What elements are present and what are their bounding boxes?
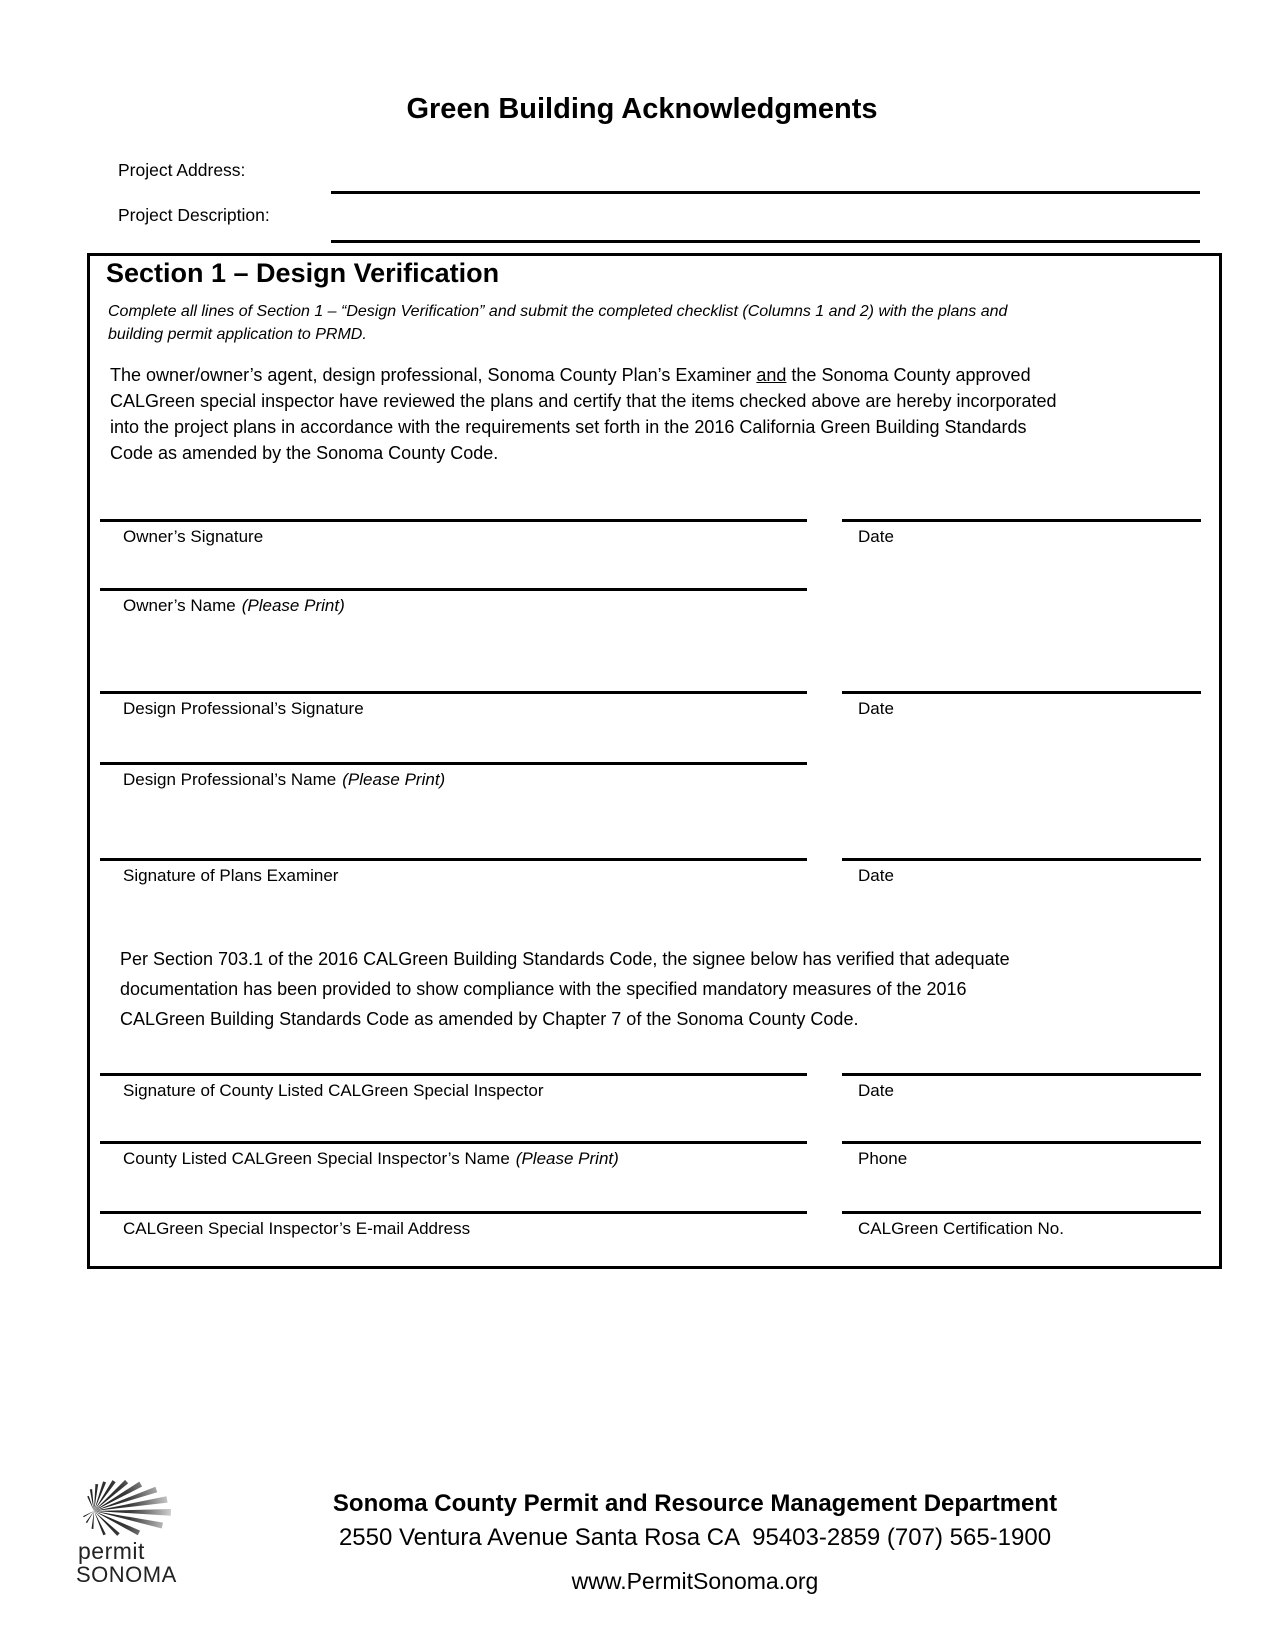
design-professional-date-field[interactable] <box>842 691 1201 694</box>
please-print-note: (Please Print) <box>241 596 345 615</box>
statement-line: documentation has been provided to show compliance with the specified mandatory measures of the 2016 <box>120 979 967 999</box>
department-name: Sonoma County Permit and Resource Management Department <box>332 1490 1058 1517</box>
instructions-line: Complete all lines of Section 1 – “Design Verification” and submit the completed checklist (Columns 1 and 2) with the plans and <box>108 303 1008 320</box>
website-url[interactable]: www.PermitSonoma.org <box>571 1568 819 1594</box>
section1-panel <box>87 253 1222 1269</box>
verification-statement <box>120 944 1010 1034</box>
owners-signature-label: Owner’s Signature <box>123 527 264 546</box>
design-professional-signature-label: Design Professional’s Signature <box>123 699 364 718</box>
design-professional-signature-field[interactable] <box>100 691 807 694</box>
owners-signature-date-label: Date <box>858 527 894 546</box>
project-address-field[interactable] <box>331 191 1200 194</box>
statement-line: The owner/owner’s agent, design professional, Sonoma County Plan’s Examiner and the Sonoma County approved <box>110 365 1031 385</box>
please-print-note: (Please Print) <box>342 770 446 789</box>
statement-line: CALGreen Building Standards Code as amended by Chapter 7 of the Sonoma County Code. <box>120 1009 859 1029</box>
calgreen-inspector-email-field[interactable] <box>100 1211 807 1214</box>
statement-line: Code as amended by the Sonoma County Code. <box>110 443 499 463</box>
calgreen-certification-no-field[interactable] <box>842 1211 1201 1214</box>
statement-line: Per Section 703.1 of the 2016 CALGreen Building Standards Code, the signee below has verified that adequate <box>120 949 1010 969</box>
calgreen-inspector-phone-label: Phone <box>858 1149 908 1168</box>
owners-signature-date-field[interactable] <box>842 519 1201 522</box>
design-professional-name-label: Design Professional’s Name (Please Print) <box>123 770 446 789</box>
project-description-label: Project Description: <box>118 205 270 225</box>
plans-examiner-signature-label: Signature of Plans Examiner <box>123 866 339 885</box>
instructions-line: building permit application to PRMD. <box>108 326 367 343</box>
owners-signature-field[interactable] <box>100 519 807 522</box>
design-professional-name-field[interactable] <box>100 762 807 765</box>
department-address: 2550 Ventura Avenue Santa Rosa CA 95403-2859 (707) 565-1900 <box>338 1524 1052 1551</box>
logo-text-sonoma: SONOMA <box>76 1562 177 1587</box>
design-professional-date-label: Date <box>858 699 894 718</box>
calgreen-inspector-signature-field[interactable] <box>100 1073 807 1076</box>
calgreen-inspector-name-label: County Listed CALGreen Special Inspector’s Name (Please Print) <box>123 1149 619 1168</box>
certification-statement <box>110 362 1057 466</box>
statement-line: into the project plans in accordance with the requirements set forth in the 2016 California Green Building Standards <box>110 417 1027 437</box>
underlined-and: and <box>756 365 787 385</box>
calgreen-inspector-date-field[interactable] <box>842 1073 1201 1076</box>
project-description-field[interactable] <box>331 240 1200 243</box>
plans-examiner-date-field[interactable] <box>842 858 1201 861</box>
calgreen-inspector-name-field[interactable] <box>100 1141 807 1144</box>
form-title: Green Building Acknowledgments <box>406 93 878 125</box>
owners-name-field[interactable] <box>100 588 807 591</box>
project-address-label: Project Address: <box>118 160 246 180</box>
please-print-note: (Please Print) <box>515 1149 619 1168</box>
sunburst-rays-icon <box>64 1477 172 1537</box>
logo-text-permit: permit <box>78 1538 145 1564</box>
owners-name-label: Owner’s Name (Please Print) <box>123 596 345 615</box>
calgreen-inspector-phone-field[interactable] <box>842 1141 1201 1144</box>
calgreen-inspector-email-label: CALGreen Special Inspector’s E-mail Address <box>123 1219 471 1238</box>
calgreen-inspector-signature-label: Signature of County Listed CALGreen Special Inspector <box>123 1081 544 1100</box>
plans-examiner-date-label: Date <box>858 866 894 885</box>
calgreen-certification-no-label: CALGreen Certification No. <box>858 1219 1064 1238</box>
plans-examiner-signature-field[interactable] <box>100 858 807 861</box>
section1-instructions <box>108 300 1007 346</box>
calgreen-inspector-date-label: Date <box>858 1081 894 1100</box>
section1-heading: Section 1 – Design Verification <box>106 258 500 288</box>
statement-line: CALGreen special inspector have reviewed the plans and certify that the items checked above are hereby incorporated <box>110 391 1057 411</box>
